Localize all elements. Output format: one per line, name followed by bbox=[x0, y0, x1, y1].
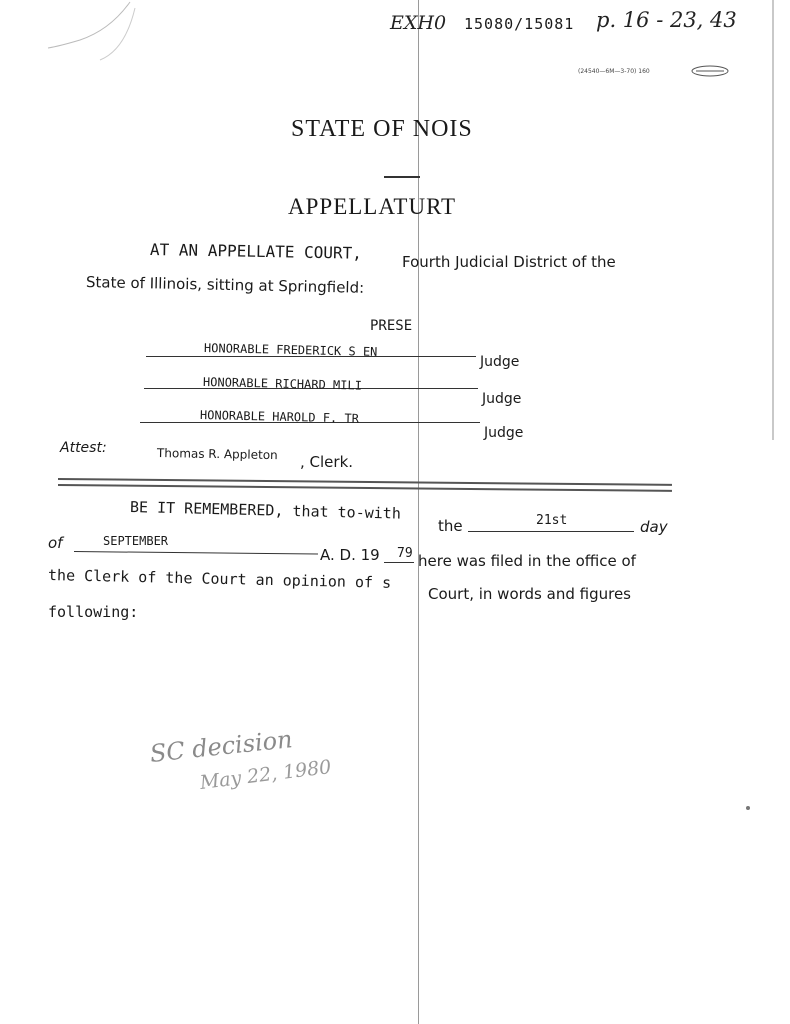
form-code: (24540—6M—3-70) 160 bbox=[578, 68, 650, 75]
handwritten-note-line-2: May 22, 1980 bbox=[198, 755, 333, 794]
title-rule bbox=[384, 176, 420, 178]
day-label: day bbox=[640, 518, 668, 536]
year-line bbox=[384, 562, 414, 563]
record-intro: BE IT REMEMBERED, that to-with bbox=[129, 498, 402, 523]
judge-2-name: HONORABLE RICHARD MILI bbox=[202, 375, 363, 393]
attest-label: Attest: bbox=[60, 440, 107, 456]
year-value: 79 bbox=[397, 546, 413, 561]
judge-1-name: HONORABLE FREDERICK S EN bbox=[203, 341, 378, 359]
page-edge bbox=[772, 0, 774, 440]
present-label: PRESE bbox=[370, 318, 413, 334]
record-line-3b: Court, in words and figures bbox=[428, 585, 631, 603]
court-heading bbox=[288, 194, 456, 220]
state-heading-tail: NOIS bbox=[412, 116, 473, 142]
intro-line-2: State of Illinois, sitting at Springfield: bbox=[85, 273, 365, 297]
intro-line-1b: Fourth Judicial District of the bbox=[402, 253, 616, 271]
intro-line-1a: AT AN APPELLATE COURT, bbox=[149, 240, 363, 263]
handwritten-note-line-1: SC decision bbox=[148, 725, 294, 768]
judge-2-role: Judge bbox=[482, 391, 522, 407]
judge-3-role: Judge bbox=[484, 425, 524, 441]
stray-dot bbox=[746, 806, 750, 810]
judge-1-role: Judge bbox=[480, 354, 520, 370]
state-heading-text: STATE OF bbox=[291, 116, 406, 142]
judge-3-name: HONORABLE HAROLD F. TR bbox=[199, 408, 360, 426]
record-line-4: following: bbox=[48, 603, 139, 621]
record-of: of bbox=[48, 534, 63, 552]
record-ad: A. D. 19 bbox=[320, 546, 380, 564]
court-heading-text: APPELLAT bbox=[288, 194, 409, 219]
day-line bbox=[468, 531, 634, 532]
record-the: the bbox=[438, 517, 463, 535]
record-filed: here was filed in the office of bbox=[418, 552, 636, 570]
month-line bbox=[74, 551, 318, 555]
clerk-title: , Clerk. bbox=[300, 453, 354, 471]
state-heading bbox=[291, 116, 473, 143]
case-numbers: 15080/15081 bbox=[464, 15, 575, 33]
page-reference: p. 16 - 23, 43 bbox=[596, 8, 737, 32]
page-fold-line bbox=[418, 0, 419, 1024]
month-value: SEPTEMBER bbox=[103, 534, 169, 548]
scan-smudge-icon bbox=[40, 0, 140, 100]
union-label-icon bbox=[690, 64, 730, 78]
day-value: 21st bbox=[536, 513, 568, 528]
clerk-name: Thomas R. Appleton bbox=[156, 446, 278, 463]
double-rule-bottom bbox=[58, 484, 672, 492]
court-heading-tail: URT bbox=[408, 194, 457, 219]
exhibit-mark: EXH0 bbox=[390, 12, 447, 34]
record-line-3a: the Clerk of the Court an opinion of s bbox=[47, 566, 392, 592]
